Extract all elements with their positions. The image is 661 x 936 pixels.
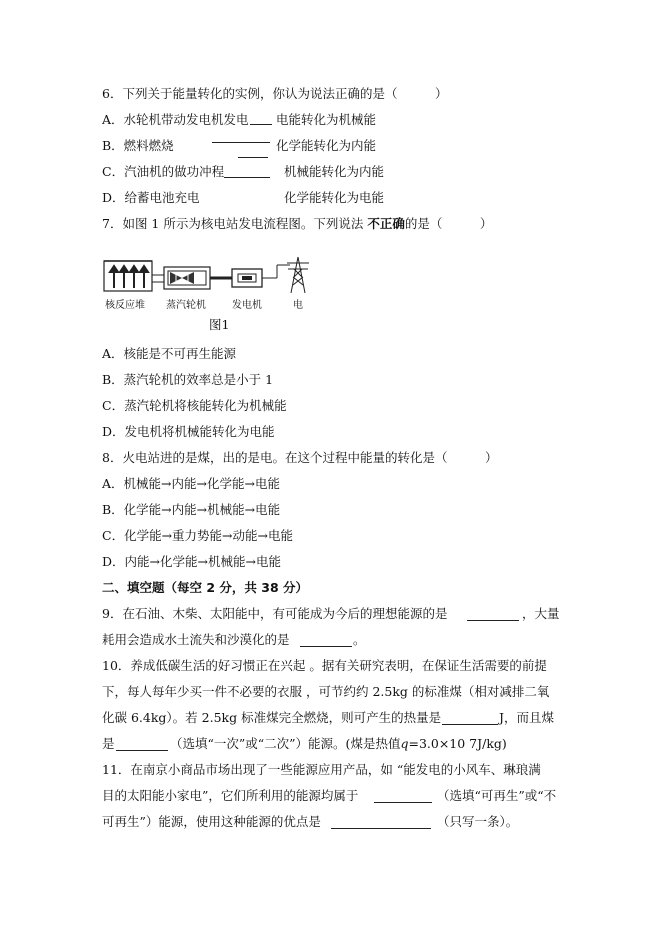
q10-blank-2	[116, 750, 168, 751]
q6-option-d-right: 化学能转化为电能	[284, 190, 385, 205]
q6-option-a-left: A．水轮机带动发电机发电	[102, 112, 249, 127]
q7-stem-bold: 不正确	[367, 216, 405, 231]
q10-line4-c: =3.0×10 7J/kg)	[408, 736, 507, 751]
figure-label-reactor: 核反应堆	[105, 300, 145, 311]
q7-stem-suffix: 的是（ ）	[404, 216, 493, 231]
q10-line4	[170, 736, 507, 752]
q7-option-d: D．发电机将机械能转化为电能	[102, 424, 275, 439]
q11-line1: 11．在南京小商品市场出现了一些能源应用产品，如 “能发电的小风车、琳琅满	[102, 762, 541, 777]
q6-c-underline	[224, 177, 270, 178]
q10-heat-value-symbol: q	[400, 736, 409, 751]
q6-option-c-left: C．汽油机的做功冲程	[102, 164, 225, 179]
q6-option-c-right: 机械能转化为内能	[284, 164, 385, 179]
reactor-icon	[104, 261, 152, 291]
figure-label-turbine: 蒸汽轮机	[166, 300, 206, 311]
q8-option-c: C．化学能→重力势能→动能→电能	[102, 528, 293, 543]
q11-blank-2	[331, 828, 431, 829]
q10-blank-1	[442, 724, 498, 725]
q7-stem-prefix: 7．如图 1 所示为核电站发电流程图。下列说法	[102, 216, 368, 231]
transmission-tower-icon	[287, 257, 309, 293]
q11-blank-1	[374, 802, 432, 803]
q10-line4-a: 是	[102, 736, 115, 751]
q10-line2: 下，每人每年少买一件不必要的衣服 ，可节约约 2.5kg 的标准煤（相对减排二氧	[102, 684, 550, 699]
q6-a-underline	[250, 124, 272, 125]
q11-line2-b: （选填“可再生”或“不	[437, 788, 557, 803]
q6-option-a-right: 电能转化为机械能	[276, 112, 377, 127]
figure-caption: 图1	[209, 317, 230, 332]
figure-label-electricity: 电	[293, 300, 303, 311]
q6-b-underline-lower	[238, 157, 268, 158]
q7-option-b: B．蒸汽轮机的效率总是小于 1	[102, 372, 274, 387]
generator-icon	[232, 269, 262, 287]
q6-stem: 6．下列关于能量转化的实例，你认为说法正确的是（ ）	[102, 86, 448, 101]
q8-option-a: A．机械能→内能→化学能→电能	[102, 476, 280, 491]
q7-option-a: A．核能是不可再生能源	[102, 346, 237, 361]
q8-option-d: D．内能→化学能→机械能→电能	[102, 554, 281, 569]
q11-line3-a: 可再生”）能源，使用这种能源的优点是	[102, 814, 321, 829]
q8-stem: 8．火电站进的是煤，出的是电。在这个过程中能量的转化是（ ）	[102, 450, 498, 465]
q9-blank-1	[467, 620, 519, 621]
q9-line2-a: 耗用会造成水土流失和沙漠化的是	[102, 632, 290, 647]
q11-line3-b: （只写一条）。	[437, 814, 519, 829]
q11-line2-a: 目的太阳能小家电”，它们所利用的能源均属于	[102, 788, 359, 803]
section-title: 二、填空题（每空 2 分，共 38 分）	[102, 580, 309, 595]
q10-line3-b: J，而且煤	[499, 710, 555, 725]
figure-label-generator: 发电机	[232, 300, 262, 311]
q10-line4-b: （选填“一次”或“二次”）能源。(煤是热值	[170, 736, 401, 751]
q6-option-b-left: B．燃料燃烧	[102, 138, 174, 153]
q6-option-b-right: 化学能转化为内能	[276, 138, 377, 153]
q8-option-b: B．化学能→内能→机械能→电能	[102, 502, 281, 517]
q9-line1-b: ，大量	[522, 606, 560, 621]
q6-b-underline-upper	[212, 142, 270, 143]
q10-line3-a: 化碳 6.4kg）。若 2.5kg 标准煤完全燃烧，则可产生的热量是	[102, 710, 442, 725]
q9-line1-a: 9．在石油、木柴、太阳能中，有可能成为今后的理想能源的是	[102, 606, 448, 621]
q9-line2-b: 。	[353, 632, 366, 647]
q10-line1: 10．养成低碳生活的好习惯正在兴起 。据有关研究表明，在保证生活需要的前提	[102, 658, 547, 673]
q7-stem	[102, 216, 492, 232]
steam-turbine-icon	[164, 267, 210, 289]
q7-option-c: C．蒸汽轮机将核能转化为机械能	[102, 398, 287, 413]
q6-option-d-left: D．给蓄电池充电	[102, 190, 200, 205]
q9-blank-2	[300, 646, 352, 647]
